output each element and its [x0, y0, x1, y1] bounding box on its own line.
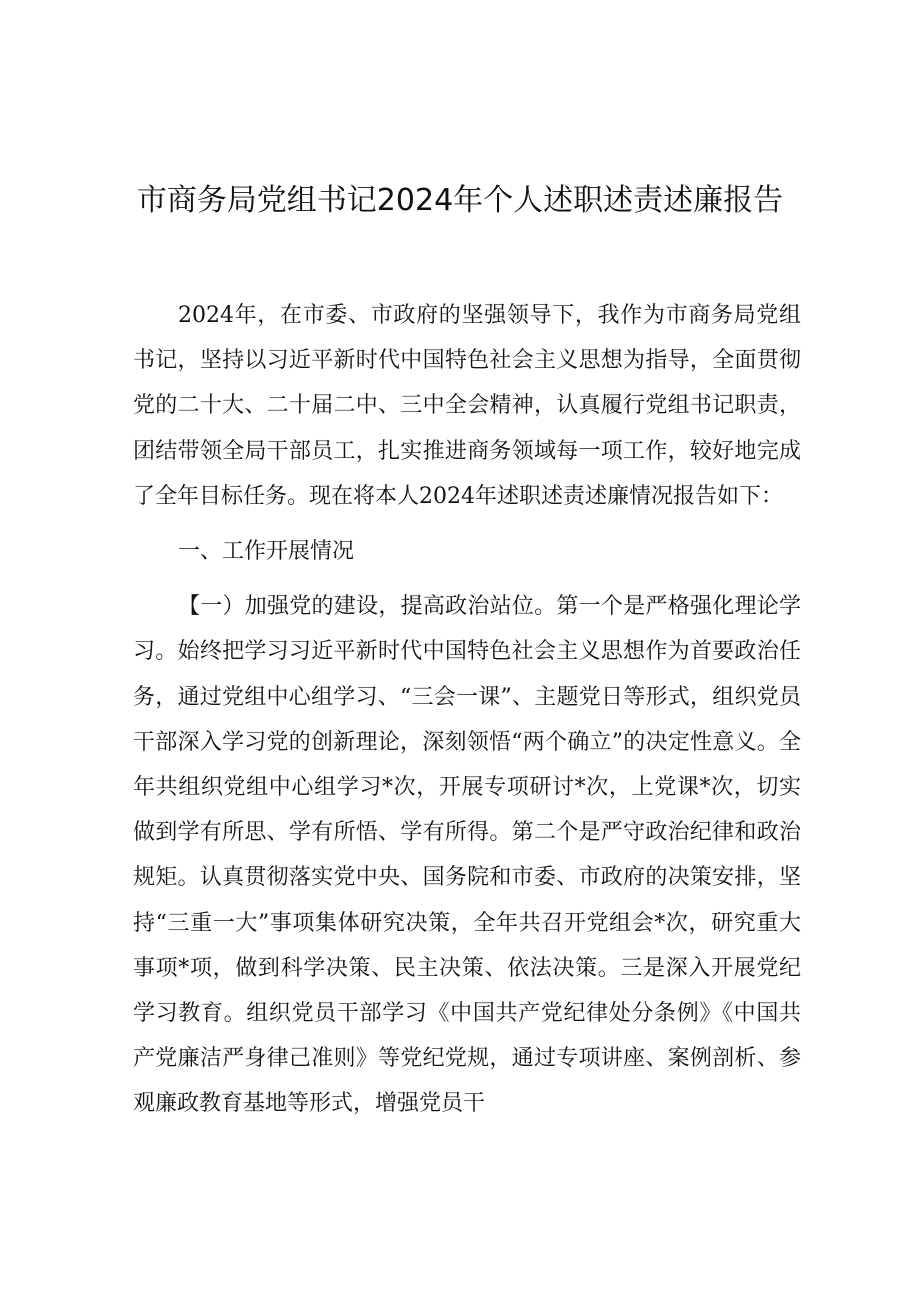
- intro-paragraph: 2024年，在市委、市政府的坚强领导下，我作为市商务局党组书记，坚持以习近平新时代中国特色社会主义思想为指导，全面贯彻党的二十大、二十届二中、三中全会精神，认真履行党组书记职责，团结带领全局干部员工，扎实推进商务领域每一项工作，较好地完成了全年目标任务。现在将本人2024年述职述责述廉情况报告如下：: [133, 303, 801, 509]
- document-body: [133, 293, 801, 1127]
- section-heading: 一、工作开展情况: [178, 539, 355, 565]
- body-paragraph: 【一）加强党的建设，提高政治站位。第一个是严格强化理论学习。始终把学习习近平新时代中国特色社会主义思想作为首要政治任务，通过党组中心组学习、“三会一课”、主题党日等形式，组织党员干部深入学习党的创新理论，深刻领悟“两个确立”的决定性意义。全年共组织党组中心组学习*次，开展专项研讨*次，上党课*次，切实做到学有所思、学有所悟、学有所得。第二个是严守政治纪律和政治规矩。认真贯彻落实党中央、国务院和市委、市政府的决策安排，坚持“三重一大”事项集体研究决策，全年共召开党组会*次，研究重大事项*项，做到科学决策、民主决策、依法决策。三是深入开展党纪学习教育。组织党员干部学习《中国共产党纪律处分条例》《中国共产党廉洁严身律己准则》等党纪党规，通过专项讲座、案例剖析、参观廉政教育基地等形式，增强党员干: [133, 594, 801, 1117]
- document-title: 市商务局党组书记2024年个人述职述责述廉报告: [136, 183, 784, 219]
